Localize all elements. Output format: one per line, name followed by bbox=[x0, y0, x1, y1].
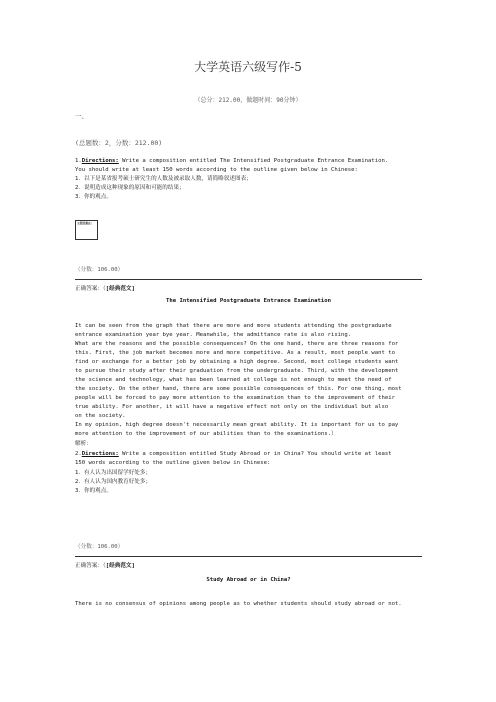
chart-placeholder-image bbox=[75, 220, 98, 240]
essay-line: on the society. bbox=[75, 413, 126, 419]
q1-answer-line bbox=[75, 286, 135, 293]
q1-intro-line: You should write at least 150 words according to the outline given below in Chinese: bbox=[75, 167, 358, 173]
essay-line: the society. On the other hand, there are some possible consequences of this. For one thing, most bbox=[75, 386, 402, 392]
analysis-label: 解析： bbox=[75, 441, 92, 447]
q2-label: Directions: bbox=[81, 451, 119, 457]
q2-number: 2. bbox=[75, 451, 82, 457]
essay-line: find or exchange for a better job by obtaining a high degree. Second, most college students want bbox=[75, 359, 399, 365]
q2-score: （分数：106.00） bbox=[75, 544, 124, 550]
q2-intro-line: Write a composition entitled Study Abroad or in China? You should write at least bbox=[118, 451, 392, 457]
essay-line: to pursue their study after their graduation from the undergraduate. Third, with the development bbox=[75, 368, 399, 374]
essay-line: It can be seen from the graph that there are more and more students attending the postgraduate bbox=[75, 323, 392, 329]
divider bbox=[75, 279, 422, 280]
essay-title: The Intensified Postgraduate Entrance Examination bbox=[165, 298, 332, 304]
essay-line: more attention to the improvement of our abilities than to the examinations.） bbox=[75, 431, 337, 437]
q1-score: （分数：106.00） bbox=[75, 267, 124, 273]
q1-number: 1. bbox=[75, 158, 82, 164]
exam-meta: （总分：212.00，做题时间：90分钟） bbox=[194, 97, 302, 104]
q2-outline-item: 2．有人认为国内教育好处多； bbox=[75, 479, 152, 485]
section-heading: 一、 bbox=[75, 112, 88, 120]
answer-prefix: 正确答案：（ bbox=[75, 286, 106, 292]
q1-outline-item: 3．你的观点。 bbox=[75, 194, 112, 200]
q1-label: Directions: bbox=[81, 158, 119, 164]
essay-line: the science and technology, what has been learned at college is not enough to meet the need of bbox=[75, 377, 392, 383]
page-title: 大学英语六级写作-5 bbox=[194, 60, 302, 74]
section-meta: (总题数：2，分数：212.00) bbox=[75, 139, 163, 147]
answer-tag: [经典范文] bbox=[105, 563, 135, 569]
answer-tag: [经典范文] bbox=[105, 286, 135, 292]
essay-line: There is no consensus of opinions among people as to whether students should study abroad or not. bbox=[75, 601, 402, 607]
q2-answer-line bbox=[75, 563, 135, 570]
essay-line: this. First, the job market becomes more and more competitive. As a result, most people want to bbox=[75, 350, 395, 356]
q1-directions bbox=[75, 158, 388, 165]
image-caption: [图表略] bbox=[78, 221, 91, 225]
q1-intro-line: Write a composition entitled The Intensified Postgraduate Entrance Examination. bbox=[118, 158, 389, 164]
essay-line: people will be forced to pay more attention to the examination than to the improvement of their bbox=[75, 395, 395, 401]
essay-line: true ability. For another, it will have a negative effect not only on the individual but also bbox=[75, 404, 389, 410]
q2-outline-item: 3．你的观点。 bbox=[75, 488, 112, 494]
q2-intro-line: 150 words according to the outline given below in Chinese: bbox=[75, 460, 271, 466]
divider bbox=[75, 556, 422, 557]
q1-outline-item: 2．说明造成这种现象的原因和可能的结果； bbox=[75, 185, 185, 191]
essay-line: entrance examination year bye year. Meanwhile, the admittance rate is also rising. bbox=[75, 332, 352, 338]
q1-outline-item: 1．以下是某省报考硕士研究生的人数及被录取人数，请简略叙述图表； bbox=[75, 176, 252, 182]
q2-outline-item: 1．有人认为出国留学好处多； bbox=[75, 470, 152, 476]
q2-directions bbox=[75, 451, 392, 458]
essay-line: What are the reasons and the possible consequences? On the one hand, there are three reasons for bbox=[75, 341, 399, 347]
answer-prefix: 正确答案：（ bbox=[75, 563, 106, 569]
essay-title: Study Abroad or in China? bbox=[206, 577, 291, 583]
essay-line: In my opinion, high degree doesn't necessarily mean great ability. It is important for us to pay bbox=[75, 422, 399, 428]
